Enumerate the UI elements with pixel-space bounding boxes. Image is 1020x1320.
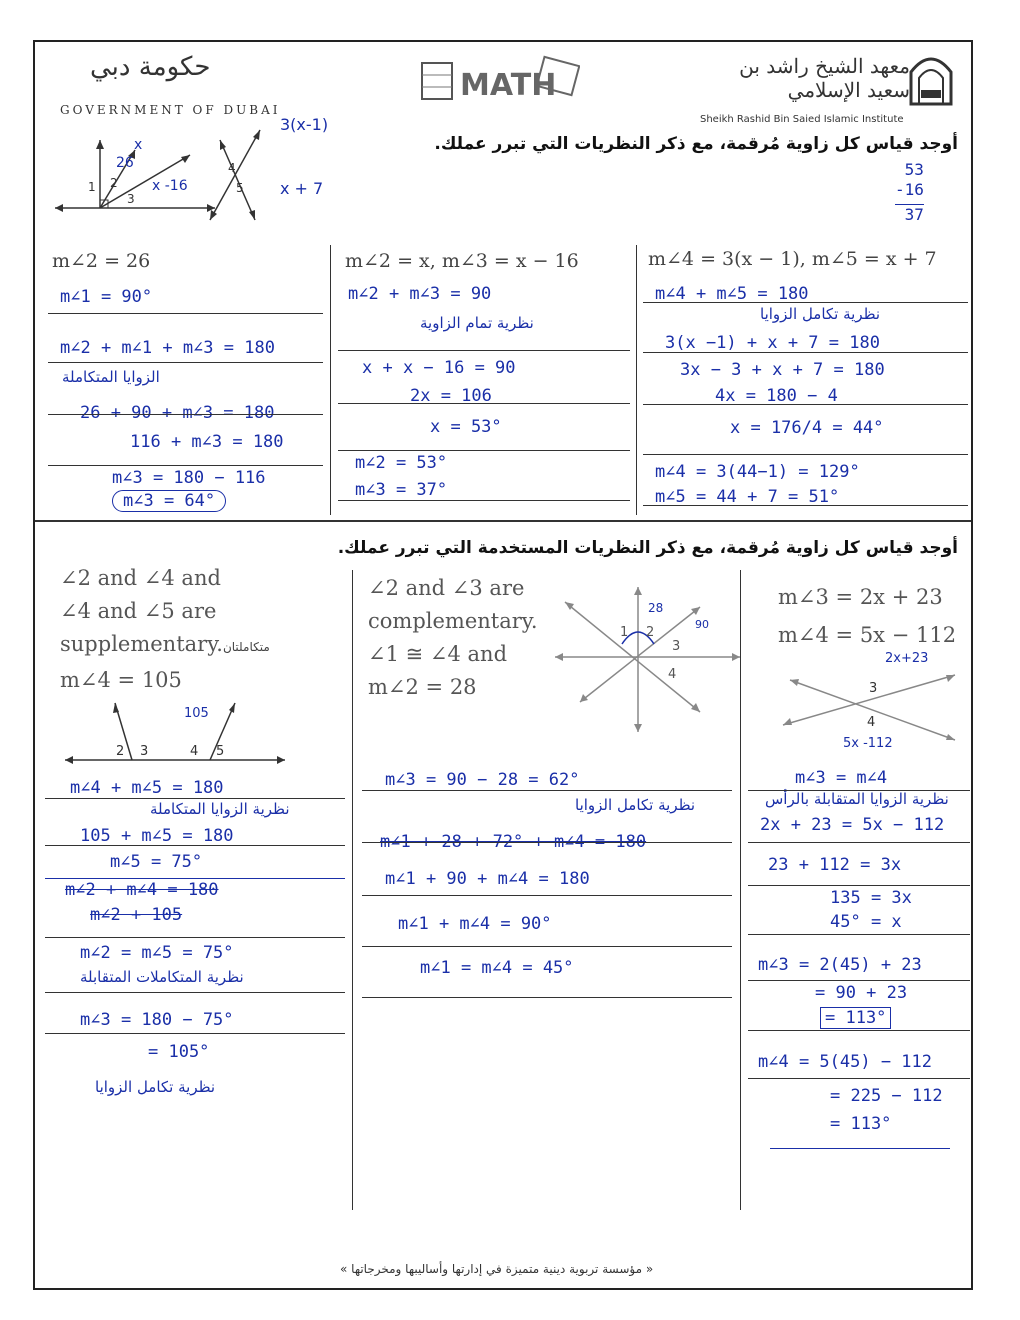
p2c1-line-2: 105 + m∠5 = 180 — [80, 826, 234, 846]
p1c2-line-2: x + x − 16 = 90 — [362, 358, 516, 378]
p1c2-line-5: m∠2 = 53° — [355, 453, 448, 473]
p1c1-rule-3 — [48, 414, 323, 415]
p2c3-line-2: 2x + 23 = 5x − 112 — [760, 815, 945, 835]
p1c3-rule-4 — [643, 454, 968, 455]
p2c3-rule-3 — [748, 885, 970, 886]
p2c2-figure — [550, 582, 745, 742]
p2c3-rule-1 — [748, 790, 970, 791]
p2c3-line-6: m∠3 = 2(45) + 23 — [758, 955, 922, 975]
math-logo — [420, 55, 580, 105]
p1c3-line-2: 3(x −1) + x + 7 = 180 — [665, 333, 880, 353]
side-calculation — [895, 160, 924, 225]
p2c2-given — [368, 572, 538, 704]
p1c3-line-5: x = 176/4 = 44° — [730, 418, 884, 438]
p2c3-given — [778, 578, 956, 654]
p2c1-rule-3 — [45, 937, 345, 938]
p1c1-answer: m∠3 = 64° — [112, 490, 226, 512]
fig1-label-1: 1 — [88, 180, 96, 194]
dubai-logo-arabic: حكومة دبي — [90, 52, 211, 82]
p2c2-rule-3 — [362, 895, 732, 896]
part1-figure-left-svg — [50, 125, 220, 225]
part1-figure-left — [50, 125, 220, 225]
p2c2-fig-hw-90: 90 — [695, 618, 709, 631]
p2c1-figure-svg — [60, 695, 290, 770]
p1-divider-1 — [330, 245, 331, 515]
institute-emblem — [905, 50, 957, 108]
p2c2-line-1: m∠3 = 90 − 28 = 62° — [385, 770, 580, 790]
p2c1-rule-2 — [45, 845, 345, 846]
p2c3-theorem: نظرية الزوايا المتقابلة بالرأس — [765, 790, 949, 808]
p2c1-theorem-1: نظرية الزوايا المتكاملة — [150, 800, 290, 818]
p2c2-rule-1 — [362, 790, 732, 791]
p2c2-line-5: m∠1 = m∠4 = 45° — [420, 958, 574, 978]
p1c3-rule-5 — [643, 505, 968, 506]
p2c3-figure-svg — [775, 650, 965, 750]
p2c2-given-line-3: ∠1 ≅ ∠4 and — [368, 642, 508, 666]
p2c1-fig-label-5: 5 — [216, 744, 225, 759]
p1c1-rule-4 — [48, 465, 323, 466]
p1c3-rule-2 — [643, 352, 968, 353]
p2c3-fig-label-3: 3 — [869, 681, 878, 696]
p1c1-rule-2 — [48, 362, 323, 363]
p1c1-line-4: 116 + m∠3 = 180 — [130, 432, 284, 452]
fig1-hw-26: 26 — [116, 155, 134, 171]
p1c2-rule-1 — [338, 350, 630, 351]
p1c3-given: m∠4 = 3(x − 1), m∠5 = x + 7 — [648, 248, 937, 270]
p2c3-rule-4 — [748, 934, 970, 935]
p1c3-line-7: m∠5 = 44 + 7 = 51° — [655, 487, 840, 507]
p2c1-fig-hw: 105 — [184, 706, 209, 721]
p1c3-line-1: m∠4 + m∠5 = 180 — [655, 284, 809, 304]
side-calc-line-2: -16 — [895, 180, 924, 199]
p2c1-line-5: m∠2 + 105 — [90, 905, 183, 925]
p1c2-line-1: m∠2 + m∠3 = 90 — [348, 284, 492, 304]
p2c3-answer-1: = 113° — [820, 1007, 891, 1029]
p1c3-line-6: m∠4 = 3(44−1) = 129° — [655, 462, 860, 482]
p2c3-fig-label-4: 4 — [867, 715, 876, 730]
p1c3-line-4: 4x = 180 − 4 — [715, 386, 838, 406]
p2c3-line-3: 23 + 112 = 3x — [768, 855, 902, 875]
p1c2-given: m∠2 = x, m∠3 = x − 16 — [345, 250, 579, 272]
p2-divider-1 — [352, 570, 353, 1210]
p2c3-line-1: m∠3 = m∠4 — [795, 768, 888, 788]
p2c2-fig-label-4: 4 — [668, 667, 677, 682]
p1c2-rule-3 — [338, 450, 630, 451]
p2c1-theorem-2: نظرية المتكاملات المتقابلة — [80, 968, 244, 986]
p2c3-rule-7 — [748, 1078, 970, 1079]
footer-motto: « مؤسسة تربوية دينية متميزة في إدارتها وأساليبها ومخرجاتها » — [340, 1262, 654, 1276]
p2c3-rule-2 — [748, 842, 970, 843]
p2c1-given — [60, 562, 270, 697]
p1c2-rule-2 — [338, 403, 630, 404]
p2c2-given-line-2: complementary. — [368, 609, 538, 633]
p1c2-rule-4 — [338, 500, 630, 501]
p2c2-fig-label-3: 3 — [672, 639, 681, 654]
p2c3-given-line-1: m∠3 = 2x + 23 — [778, 585, 943, 609]
p2c2-fig-label-2: 2 — [646, 625, 655, 640]
part1-figure-mid-svg — [200, 110, 380, 225]
p2c3-fig-hw-top: 2x+23 — [885, 651, 929, 666]
p2c3-line-8: m∠4 = 5(45) − 112 — [758, 1052, 932, 1072]
p2c1-given-line-3-text: supplementary. — [60, 632, 223, 656]
p2c2-theorem: نظرية تكامل الزوايا — [575, 796, 696, 814]
dubai-logo-english: GOVERNMENT OF DUBAI — [60, 103, 281, 117]
p2c1-fig-label-2: 2 — [116, 744, 125, 759]
p2c3-line-9: = 225 − 112 — [830, 1086, 943, 1106]
p2c2-line-4: m∠1 + m∠4 = 90° — [398, 914, 552, 934]
p1-divider-2 — [636, 245, 637, 515]
p2c1-given-line-1: ∠2 and ∠4 and — [60, 566, 221, 590]
p1c3-theorem: نظرية تكامل الزوايا — [760, 305, 881, 323]
p1c3-line-3: 3x − 3 + x + 7 = 180 — [680, 360, 885, 380]
side-calc-line-1: 53 — [904, 160, 924, 179]
p2c1-line-8: = 105° — [148, 1042, 210, 1062]
math-logo-graphic — [420, 55, 580, 105]
p2c2-rule-2 — [362, 842, 732, 843]
p2c1-fig-label-4: 4 — [190, 744, 199, 759]
institute-name-arabic: معهد الشيخ راشد بن سعيد الإسلامي — [739, 54, 910, 102]
p2c1-underline — [45, 878, 345, 879]
p1c2-theorem: نظرية تمام الزاوية — [420, 314, 534, 332]
mosque-icon — [905, 50, 957, 108]
p2c1-line-4: m∠2 + m∠4 = 180 — [65, 880, 219, 900]
p1c1-line-5: m∠3 = 180 − 116 — [112, 468, 266, 488]
p2c2-given-line-4: m∠2 = 28 — [368, 675, 477, 699]
p2c1-fig-label-3: 3 — [140, 744, 149, 759]
side-calc-line-3: 37 — [895, 204, 924, 225]
p2c3-given-line-2: m∠4 = 5x − 112 — [778, 623, 957, 647]
part1-instruction: أوجد قياس كل زاوية مُرقمة، مع ذكر النظريات التي تبرر عملك. — [434, 134, 958, 154]
p2c3-rule-5 — [748, 980, 970, 981]
p2c2-line-3: m∠1 + 90 + m∠4 = 180 — [385, 869, 590, 889]
p2c3-fig-hw-bottom: 5x -112 — [843, 736, 893, 750]
p1c3-rule-3 — [643, 404, 968, 405]
fig2-label-4: 4 — [228, 161, 236, 175]
p1c1-line-2: m∠2 + m∠1 + m∠3 = 180 — [60, 338, 275, 358]
fig2-hw-side: x + 7 — [280, 179, 324, 198]
p1c1-line-1: m∠1 = 90° — [60, 287, 153, 307]
fig1-hw-x: x — [134, 137, 143, 153]
p2c3-line-4: 135 = 3x — [830, 888, 912, 908]
p2c1-given-line-4: m∠4 = 105 — [60, 668, 182, 692]
p2c1-rule-4 — [45, 992, 345, 993]
p2c2-rule-5 — [362, 997, 732, 998]
fig1-label-3: 3 — [127, 192, 135, 206]
p1c1-line-3: 26 + 90 + m∠3 = 180 — [80, 403, 275, 423]
p2c1-given-line-3 — [60, 628, 270, 664]
fig2-hw-top: 3(x-1) — [280, 115, 329, 134]
p1c2-line-4: x = 53° — [430, 417, 502, 437]
p2c1-given-arabic: متكاملتان — [222, 640, 270, 654]
p2c3-rule-6 — [748, 1030, 970, 1031]
p1c1-given: m∠2 = 26 — [52, 250, 151, 272]
p2c2-fig-label-1: 1 — [620, 625, 629, 640]
p2c3-line-5: 45° = x — [830, 912, 902, 932]
p1c1-theorem: الزوايا المتكاملة — [62, 368, 160, 386]
p2c1-theorem-3: نظرية تكامل الزوايا — [95, 1078, 216, 1096]
p2c3-final-underline — [770, 1148, 950, 1149]
p2c2-figure-svg — [550, 582, 745, 742]
p2c2-fig-hw-28: 28 — [648, 601, 664, 615]
p2c1-rule-1 — [45, 798, 345, 799]
fig2-label-5: 5 — [236, 181, 244, 195]
fig1-label-2: 2 — [110, 176, 118, 190]
p2c1-given-line-2: ∠4 and ∠5 are — [60, 599, 217, 623]
institute-block — [700, 54, 910, 125]
section-separator — [35, 520, 971, 522]
part1-figure-mid — [200, 110, 380, 225]
fig1-hw-expr: x -16 — [152, 178, 188, 194]
p1c3-rule-1 — [643, 302, 968, 303]
p2c1-rule-5 — [45, 1033, 345, 1034]
p1c1-rule-1 — [48, 313, 323, 314]
p2c1-line-6: m∠2 = m∠5 = 75° — [80, 943, 234, 963]
p2c3-figure — [775, 650, 965, 750]
part2-instruction: أوجد قياس كل زاوية مُرقمة، مع ذكر النظريات المستخدمة التي تبرر عملك. — [337, 538, 958, 558]
p2c1-line-3: m∠5 = 75° — [110, 852, 203, 872]
p2c1-line-1: m∠4 + m∠5 = 180 — [70, 778, 224, 798]
p1c2-line-3: 2x = 106 — [410, 386, 492, 406]
p1c2-line-6: m∠3 = 37° — [355, 480, 448, 500]
p2c3-line-10: = 113° — [830, 1114, 892, 1134]
institute-name-english: Sheikh Rashid Bin Saied Islamic Institute — [700, 114, 904, 125]
p2c1-figure — [60, 695, 290, 770]
p2c3-line-7: = 90 + 23 — [815, 983, 908, 1003]
p2c1-line-7: m∠3 = 180 − 75° — [80, 1010, 234, 1030]
p2c2-given-line-1: ∠2 and ∠3 are — [368, 576, 525, 600]
math-logo-text: MATH — [460, 68, 557, 103]
p2c2-rule-4 — [362, 946, 732, 947]
p2c2-line-2: m∠1 + 28 + 72° + m∠4 = 180 — [380, 832, 647, 852]
